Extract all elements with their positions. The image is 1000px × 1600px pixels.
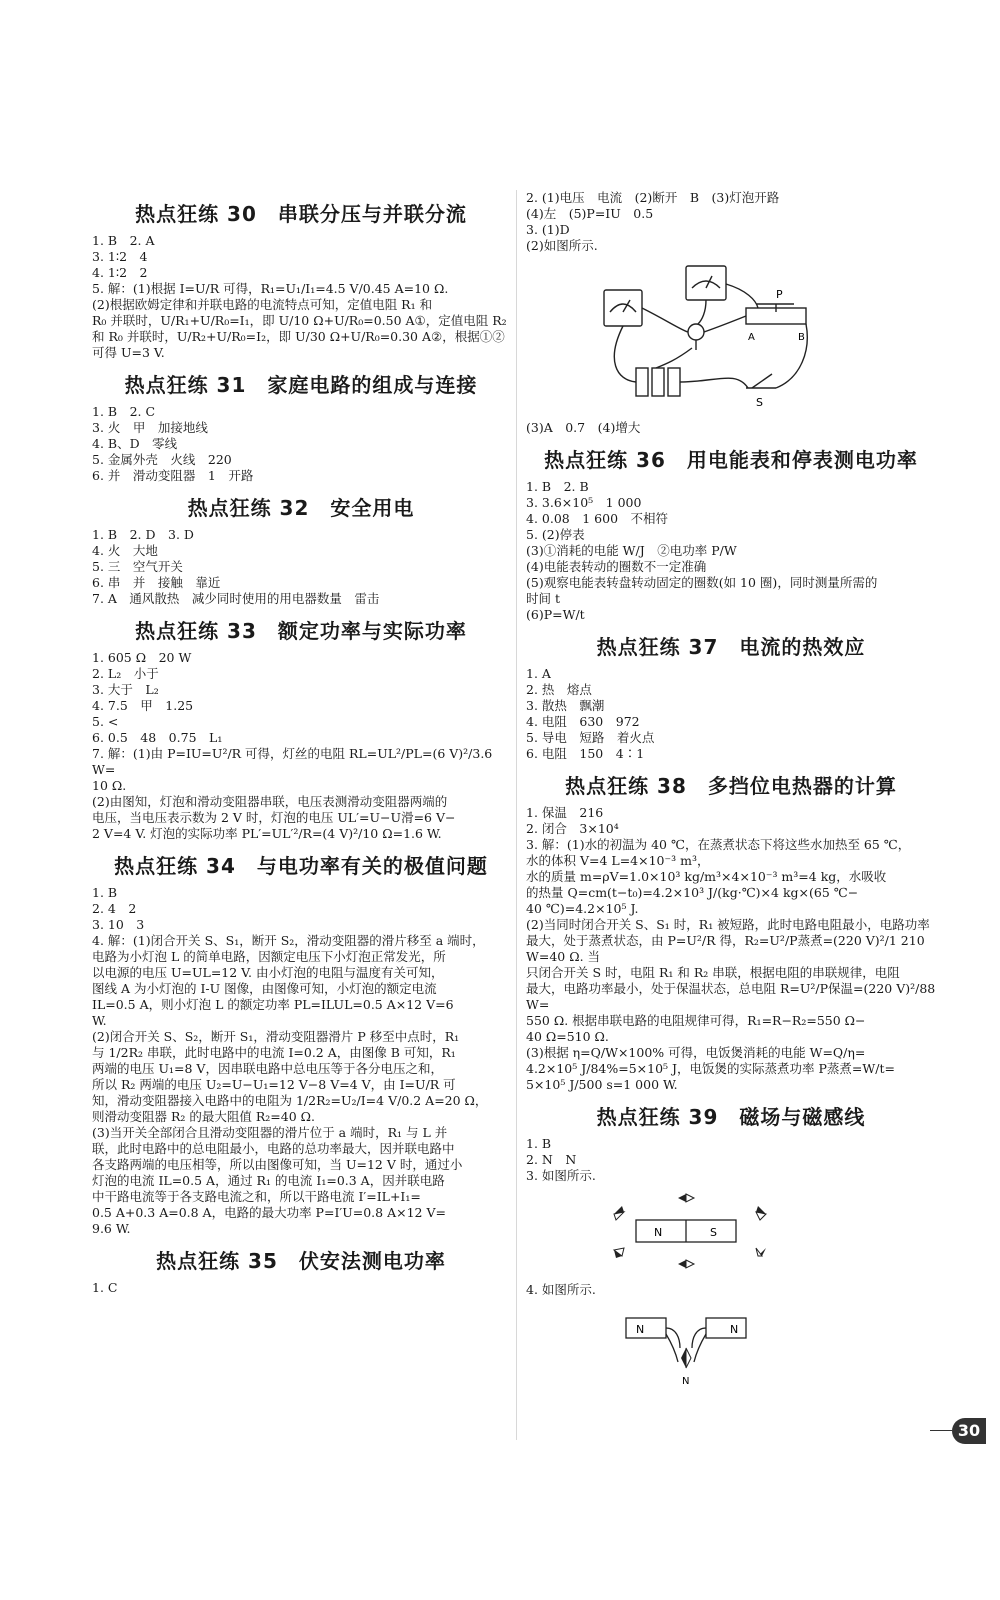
answer-block bbox=[526, 805, 940, 1093]
circuit-figure bbox=[526, 260, 936, 414]
answer-line: 和 R₀ 并联时，U/R₂+U/R₀=I₂，即 U/30 Ω+U/R₀=0.30 A②，根据①② bbox=[92, 329, 505, 344]
answer-line: 3. 解：(1)水的初温为 40 ℃，在蒸煮状态下将这些水加热至 65 ℃， bbox=[526, 837, 911, 852]
answer-line: (6)P=W/t bbox=[526, 607, 585, 622]
answer-line: 3. (1)D bbox=[526, 222, 570, 237]
answer-block bbox=[92, 404, 510, 484]
answer-line: 2. L₂ 小于 bbox=[92, 666, 159, 681]
answer-line: (2)如图所示. bbox=[526, 238, 598, 253]
section-title: 热点狂练 38 多挡位电热器的计算 bbox=[565, 774, 897, 798]
answer-line: IL=0.5 A，则小灯泡 L 的额定功率 PL=ILUL=0.5 A×12 V=6 bbox=[92, 997, 454, 1012]
answer-line: 最大，处于蒸煮状态，由 P=U²/R 得，R₂=U²/P蒸煮=(220 V)²/1 210 W=40 Ω. 当 bbox=[526, 933, 929, 964]
answer-block bbox=[92, 233, 510, 361]
answer-line: 6. 电阻 150 4∶1 bbox=[526, 746, 645, 761]
answer-line: 则滑动变阻器 R₂ 的最大阻值 R₂=40 Ω. bbox=[92, 1109, 315, 1124]
section-35 bbox=[92, 1245, 510, 1296]
section-38 bbox=[526, 770, 940, 1093]
right-column bbox=[526, 190, 940, 1402]
answer-line: 6. 0.5 48 0.75 L₁ bbox=[92, 730, 223, 745]
answer-line: 2. N N bbox=[526, 1152, 577, 1167]
answer-line: 4.2×10⁵ J/84%=5×10⁵ J，电饭煲的实际蒸煮功率 P蒸煮=W/t= bbox=[526, 1061, 895, 1076]
answer-line: 40 ℃)=4.2×10⁵ J. bbox=[526, 901, 639, 916]
answer-line: 4. 电阻 630 972 bbox=[526, 714, 640, 729]
section-title: 热点狂练 33 额定功率与实际功率 bbox=[135, 619, 467, 643]
compass-needle-icon bbox=[678, 1194, 686, 1202]
answer-line: 水的体积 V=4 L=4×10⁻³ m³， bbox=[526, 853, 710, 868]
label-p: P bbox=[776, 288, 783, 301]
section-title: 热点狂练 35 伏安法测电功率 bbox=[156, 1249, 446, 1273]
section-title: 热点狂练 39 磁场与磁感线 bbox=[596, 1105, 866, 1129]
answer-line: (3)①消耗的电能 W/J ②电功率 P/W bbox=[526, 543, 737, 558]
answer-line: 3. 3.6×10⁵ 1 000 bbox=[526, 495, 642, 510]
answer-line: 4. 7.5 甲 1.25 bbox=[92, 698, 194, 713]
answer-line: 5. 导电 短路 着火点 bbox=[526, 730, 655, 745]
answer-line: 5. 解：(1)根据 I=U/R 可得，R₁=U₁/I₁=4.5 V/0.45 A=10 Ω. bbox=[92, 281, 449, 296]
answer-line: 电路为小灯泡 L 的简单电路，因额定电压下小灯泡正常发光，所 bbox=[92, 949, 446, 964]
answer-block bbox=[526, 666, 936, 762]
answer-line: (2)根据欧姆定律和并联电路的电流特点可知，定值电阻 R₁ 和 bbox=[92, 297, 433, 312]
answer-line: 550 Ω. 根据串联电路的电阻规律可得，R₁=R−R₂=550 Ω− bbox=[526, 1013, 866, 1028]
answer-line: 10 Ω. bbox=[92, 778, 127, 793]
answer-block bbox=[92, 1280, 510, 1296]
magnet-n-label: N bbox=[654, 1226, 663, 1239]
compass-n-label: N bbox=[682, 1376, 690, 1387]
section-34 bbox=[92, 850, 510, 1237]
magnet-right-n-label: N bbox=[730, 1323, 739, 1336]
answer-line: 3. 如图所示. bbox=[526, 1168, 596, 1183]
answer-line: 4. 0.08 1 600 不相符 bbox=[526, 511, 669, 526]
answer-line: 7. 解：(1)由 P=IU=U²/R 可得，灯丝的电阻 RL=UL²/PL=(6 V)²/3.6 W= bbox=[92, 746, 497, 777]
section-title: 热点狂练 31 家庭电路的组成与连接 bbox=[124, 373, 478, 397]
answer-line: 时间 t bbox=[526, 591, 560, 606]
answer-line: 0.5 A+0.3 A=0.8 A，电路的最大功率 P=I′U=0.8 A×12 V= bbox=[92, 1205, 446, 1220]
section-title: 热点狂练 34 与电功率有关的极值问题 bbox=[114, 854, 488, 878]
section-35-continued bbox=[526, 190, 936, 436]
magnet-s-label: S bbox=[710, 1226, 717, 1239]
section-title: 热点狂练 36 用电能表和停表测电功率 bbox=[544, 448, 918, 472]
answer-line: 两端的电压 U₁=8 V，因串联电路中总电压等于各分电压之和， bbox=[92, 1061, 443, 1076]
answer-line: 6. 并 滑动变阻器 1 开路 bbox=[92, 468, 254, 483]
answer-line: 电压，当电压表示数为 2 V 时，灯泡的电压 UL′=U−U滑=6 V− bbox=[92, 810, 456, 825]
answer-line: 3. 火 甲 加接地线 bbox=[92, 420, 208, 435]
answer-line: 中干路电流等于各支路电流之和，所以干路电流 I′=IL+I₁= bbox=[92, 1189, 421, 1204]
answer-line: 与 1/2R₂ 串联，此时电路中的电流 I=0.2 A，由图像 B 可知，R₁ bbox=[92, 1045, 456, 1060]
answer-block bbox=[526, 1282, 936, 1298]
answer-line: (2)当同时闭合开关 S、S₁ 时，R₁ 被短路，此时电路电阻最小，电路功率 bbox=[526, 917, 930, 932]
answer-line: 1. B bbox=[526, 1136, 552, 1151]
section-33 bbox=[92, 615, 510, 842]
answer-block bbox=[92, 885, 510, 1237]
answer-line: 各支路两端的电压相等，所以由图像可知，当 U=12 V 时，通过小 bbox=[92, 1157, 463, 1172]
answer-line: W. bbox=[92, 1013, 107, 1028]
answer-line: 5. < bbox=[92, 714, 119, 729]
column-divider bbox=[516, 190, 517, 1440]
section-30 bbox=[92, 198, 510, 361]
section-32 bbox=[92, 492, 510, 607]
answer-line: (4)左 (5)P=IU 0.5 bbox=[526, 206, 654, 221]
answer-line: 9.6 W. bbox=[92, 1221, 131, 1236]
answer-line: 1. 保温 216 bbox=[526, 805, 604, 820]
answer-line: 只闭合开关 S 时，电阻 R₁ 和 R₂ 串联，根据电阻的串联规律，电阻 bbox=[526, 965, 900, 980]
answer-line: 5. 三 空气开关 bbox=[92, 559, 183, 574]
section-title: 热点狂练 32 安全用电 bbox=[187, 496, 415, 520]
answer-line: 3. 大于 L₂ bbox=[92, 682, 159, 697]
answer-line: (3)根据 η=Q/W×100% 可得，电饭煲消耗的电能 W=Q/η= bbox=[526, 1045, 866, 1060]
answer-line: (5)观察电能表转盘转动固定的圈数(如 10 圈)，同时测量所需的 bbox=[526, 575, 878, 590]
answer-line: 2. 4 2 bbox=[92, 901, 137, 916]
answer-line: 1. B 2. B bbox=[526, 479, 589, 494]
answer-line: 4. 火 大地 bbox=[92, 543, 158, 558]
answer-line: R₀ 并联时，U/R₁+U/R₀=I₁，即 U/10 Ω+U/R₀=0.50 A①，定值电阻 R₂ bbox=[92, 313, 507, 328]
bar-magnet-figure bbox=[526, 1190, 936, 1276]
answer-line: 所以 R₂ 两端的电压 U₂=U−U₁=12 V−8 V=4 V，由 I=U/R 可 bbox=[92, 1077, 456, 1092]
answer-line: (2)由图知，灯泡和滑动变阻器串联，电压表测滑动变阻器两端的 bbox=[92, 794, 448, 809]
answer-line: 图线 A 为小灯泡的 I-U 图像，由图像可知，小灯泡的额定电流 bbox=[92, 981, 437, 996]
answer-line: 3. 10 3 bbox=[92, 917, 145, 932]
answer-line: 1. B 2. A bbox=[92, 233, 155, 248]
answer-line: 4. 1∶2 2 bbox=[92, 265, 148, 280]
answer-line: 3. 1∶2 4 bbox=[92, 249, 148, 264]
section-37 bbox=[526, 631, 936, 762]
answer-line: 1. B 2. C bbox=[92, 404, 156, 419]
answer-line: 6. 串 并 接触 靠近 bbox=[92, 575, 221, 590]
answer-line: (3)当开关全部闭合且滑动变阻器的滑片位于 a 端时，R₁ 与 L 并 bbox=[92, 1125, 448, 1140]
answer-line: 1. B bbox=[92, 885, 118, 900]
answer-line: 1. B 2. D 3. D bbox=[92, 527, 194, 542]
answer-line: 4. B、D 零线 bbox=[92, 436, 178, 451]
answer-line: 1. 605 Ω 20 W bbox=[92, 650, 192, 665]
answer-line: 灯泡的电流 IL=0.5 A，通过 R₁ 的电流 I₁=0.3 A，因并联电路 bbox=[92, 1173, 445, 1188]
two-magnets-figure bbox=[526, 1304, 936, 1396]
answer-line: 联，此时电路中的总电阻最小，电路的总功率最大，因并联电路中 bbox=[92, 1141, 455, 1156]
answer-line: 5. 金属外壳 火线 220 bbox=[92, 452, 232, 467]
answer-block bbox=[526, 420, 936, 436]
answer-block bbox=[92, 527, 510, 607]
answer-line: 1. C bbox=[92, 1280, 118, 1295]
answer-line: 3. 散热 飘潮 bbox=[526, 698, 605, 713]
compass-needle-icon bbox=[681, 1348, 691, 1368]
two-magnets-diagram bbox=[526, 1304, 826, 1392]
answer-line: 可得 U=3 V. bbox=[92, 345, 165, 360]
section-title: 热点狂练 37 电流的热效应 bbox=[596, 635, 866, 659]
answer-line: 的热量 Q=cm(t−t₀)=4.2×10³ J/(kg·℃)×4 kg×(65 ℃− bbox=[526, 885, 859, 900]
page-number: 30 bbox=[952, 1418, 986, 1444]
answer-line: 5×10⁵ J/500 s=1 000 W. bbox=[526, 1077, 678, 1092]
answer-block bbox=[92, 650, 510, 842]
section-title: 热点狂练 30 串联分压与并联分流 bbox=[135, 202, 467, 226]
footer-rule bbox=[930, 1430, 952, 1431]
section-31 bbox=[92, 369, 510, 484]
answer-line: 40 Ω=510 Ω. bbox=[526, 1029, 609, 1044]
answer-line: 2. (1)电压 电流 (2)断开 B (3)灯泡开路 bbox=[526, 190, 780, 205]
bar-magnet-diagram bbox=[526, 1190, 826, 1272]
answer-line: 1. A bbox=[526, 666, 551, 681]
label-a: A bbox=[748, 332, 755, 343]
answer-line: 5. (2)停表 bbox=[526, 527, 585, 542]
section-36 bbox=[526, 444, 936, 623]
answer-line: 2. 热 熔点 bbox=[526, 682, 592, 697]
answer-line: 知，滑动变阻器接入电路中的电阻为 1/2R₂=U₂/I=4 V/0.2 A=20 Ω， bbox=[92, 1093, 488, 1108]
answer-line: 4. 如图所示. bbox=[526, 1282, 596, 1297]
answer-block bbox=[526, 190, 936, 254]
answer-line: 2 V=4 V. 灯泡的实际功率 PL′=UL′²/R=(4 V)²/10 Ω=1.6 W. bbox=[92, 826, 442, 841]
section-39 bbox=[526, 1101, 936, 1396]
answer-line: (4)电能表转动的圈数不一定准确 bbox=[526, 559, 707, 574]
answer-block bbox=[526, 479, 936, 623]
answer-line: (2)闭合开关 S、S₂，断开 S₁，滑动变阻器滑片 P 移至中点时，R₁ bbox=[92, 1029, 460, 1044]
answer-line: (3)A 0.7 (4)增大 bbox=[526, 420, 641, 435]
answer-line: 以电源的电压 U=UL=12 V. 由小灯泡的电阻与温度有关可知， bbox=[92, 965, 444, 980]
answer-block bbox=[526, 1136, 936, 1184]
answer-line: 2. 闭合 3×10⁴ bbox=[526, 821, 619, 836]
circuit-diagram bbox=[526, 260, 826, 410]
label-s: S bbox=[756, 396, 763, 409]
magnet-left-n-label: N bbox=[636, 1323, 645, 1336]
answer-line: 4. 解：(1)闭合开关 S、S₁，断开 S₂，滑动变阻器的滑片移至 a 端时， bbox=[92, 933, 485, 948]
left-column bbox=[92, 190, 510, 1296]
answer-line: 水的质量 m=ρV=1.0×10³ kg/m³×4×10⁻³ m³=4 kg，水吸收 bbox=[526, 869, 887, 884]
answer-line: 最大，电路功率最小，处于保温状态，总电阻 R=U²/P保温=(220 V)²/88 W= bbox=[526, 981, 940, 1012]
answer-line: 7. A 通风散热 减少同时使用的用电器数量 雷击 bbox=[92, 591, 380, 606]
label-b: B bbox=[798, 332, 805, 343]
